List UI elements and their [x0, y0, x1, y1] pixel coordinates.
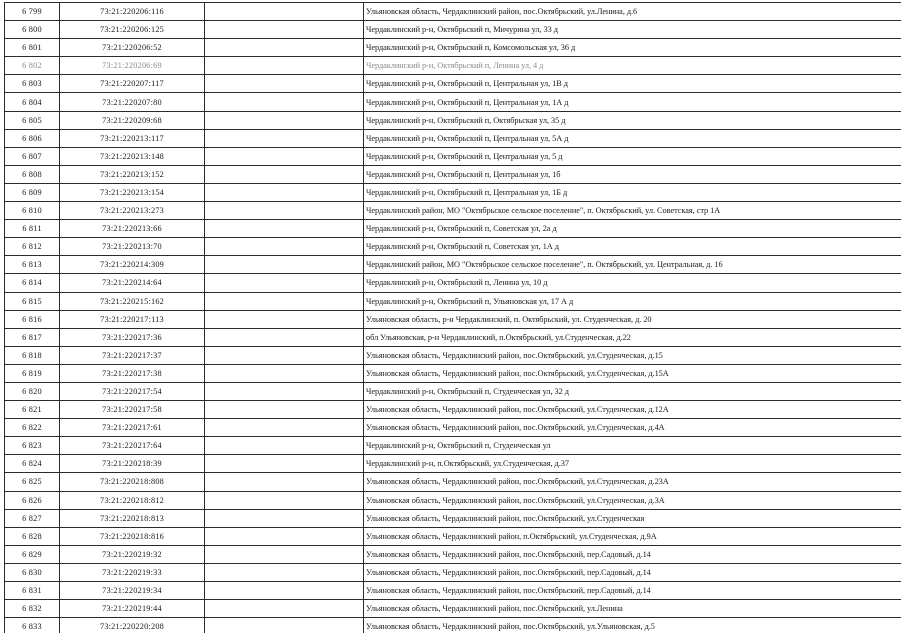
empty-cell	[205, 93, 364, 111]
table-row	[5, 419, 902, 437]
empty-cell	[205, 39, 364, 57]
row-number-cell: 6 806	[5, 129, 60, 147]
address-cell: Ульяновская область, Чердаклинский район, пос.Октябрьский, ул.Студенческая, д.23А	[364, 473, 902, 491]
table-row	[5, 600, 902, 618]
table-row	[5, 183, 902, 201]
cadastral-number-cell: 73:21:220214:64	[60, 274, 205, 292]
table-row	[5, 165, 902, 183]
empty-cell	[205, 292, 364, 310]
address-cell: Чердаклинский район, МО "Октябрьское сельское поселение", п. Октябрьский, ул. Советская, стр 1А	[364, 202, 902, 220]
row-number-cell: 6 832	[5, 600, 60, 618]
cadastral-number-cell: 73:21:220217:37	[60, 346, 205, 364]
cadastral-number-cell: 73:21:220217:54	[60, 382, 205, 400]
cadastral-number-cell: 73:21:220213:152	[60, 165, 205, 183]
row-number-cell: 6 825	[5, 473, 60, 491]
address-cell: Чердаклинский р-н, Октябрьский п, Советская ул, 1А д	[364, 238, 902, 256]
empty-cell	[205, 582, 364, 600]
row-number-cell: 6 811	[5, 220, 60, 238]
cadastral-number-cell: 73:21:220206:52	[60, 39, 205, 57]
address-cell: Чердаклинский р-н, Октябрьский п, Центральная ул, 1А д	[364, 93, 902, 111]
empty-cell	[205, 75, 364, 93]
address-cell: Ульяновская область, Чердаклинский район, пос.Октябрьский, ул.Студенческая, д.15А	[364, 364, 902, 382]
table-row	[5, 220, 902, 238]
empty-cell	[205, 238, 364, 256]
table-row	[5, 491, 902, 509]
address-cell: Чердаклинский р-н, Октябрьский п, Центральная ул, 5А д	[364, 129, 902, 147]
address-cell: Ульяновская область, Чердаклинский район, пос.Октябрьский, ул.Студенческая	[364, 509, 902, 527]
empty-cell	[205, 183, 364, 201]
empty-cell	[205, 220, 364, 238]
address-cell: Ульяновская область, Чердаклинский район, пос.Октябрьский, ул.Студенческая, д.3А	[364, 491, 902, 509]
row-number-cell: 6 817	[5, 328, 60, 346]
table-row	[5, 3, 902, 21]
cadastral-number-cell: 73:21:220213:148	[60, 147, 205, 165]
row-number-cell: 6 833	[5, 618, 60, 633]
empty-cell	[205, 274, 364, 292]
row-number-cell: 6 815	[5, 292, 60, 310]
empty-cell	[205, 382, 364, 400]
cadastral-number-cell: 73:21:220206:69	[60, 57, 205, 75]
row-number-cell: 6 831	[5, 582, 60, 600]
table-row	[5, 310, 902, 328]
address-cell: Ульяновская область, Чердаклинский район, пос.Октябрьский, пер.Садовый, д.14	[364, 563, 902, 581]
cadastral-number-cell: 73:21:220218:808	[60, 473, 205, 491]
row-number-cell: 6 819	[5, 364, 60, 382]
address-cell: Ульяновская область, Чердаклинский район, пос.Октябрьский, ул.Студенческая, д.15	[364, 346, 902, 364]
address-cell: Ульяновская область, Чердаклинский район, пос.Октябрьский, ул.Ленина, д.6	[364, 3, 902, 21]
cadastral-number-cell: 73:21:220213:66	[60, 220, 205, 238]
cadastral-number-cell: 73:21:220217:36	[60, 328, 205, 346]
cadastral-number-cell: 73:21:220214:309	[60, 256, 205, 274]
empty-cell	[205, 202, 364, 220]
address-cell: Чердаклинский р-н, Октябрьский п, Октябрьская ул, 35 д	[364, 111, 902, 129]
row-number-cell: 6 802	[5, 57, 60, 75]
table-row	[5, 455, 902, 473]
row-number-cell: 6 820	[5, 382, 60, 400]
cadastral-number-cell: 73:21:220220:208	[60, 618, 205, 633]
table-row	[5, 328, 902, 346]
empty-cell	[205, 310, 364, 328]
empty-cell	[205, 563, 364, 581]
address-cell: Ульяновская область, Чердаклинский район, пос.Октябрьский, пер.Садовый, д.14	[364, 545, 902, 563]
table-row	[5, 256, 902, 274]
empty-cell	[205, 545, 364, 563]
cadastral-number-cell: 73:21:220207:80	[60, 93, 205, 111]
table-row	[5, 202, 902, 220]
row-number-cell: 6 818	[5, 346, 60, 364]
cadastral-number-cell: 73:21:220217:113	[60, 310, 205, 328]
row-number-cell: 6 823	[5, 437, 60, 455]
address-cell: Чердаклинский р-н, п.Октябрьский, ул.Студенческая, д.37	[364, 455, 902, 473]
address-cell: Ульяновская область, Чердаклинский район, пос.Октябрьский, ул.Студенческая, д.4А	[364, 419, 902, 437]
table-row	[5, 57, 902, 75]
row-number-cell: 6 807	[5, 147, 60, 165]
cadastral-number-cell: 73:21:220218:812	[60, 491, 205, 509]
cadastral-number-cell: 73:21:220213:273	[60, 202, 205, 220]
empty-cell	[205, 364, 364, 382]
address-cell: Ульяновская область, Чердаклинский район, пос.Октябрьский, ул.Ульяновская, д.5	[364, 618, 902, 633]
empty-cell	[205, 491, 364, 509]
address-cell: Ульяновская область, Чердаклинский район, п.Октябрьский, ул.Студенческая, д.9А	[364, 527, 902, 545]
cadastral-number-cell: 73:21:220219:44	[60, 600, 205, 618]
empty-cell	[205, 147, 364, 165]
table-row	[5, 129, 902, 147]
table-row	[5, 39, 902, 57]
address-cell: Ульяновская область, р-н Чердаклинский, п. Октябрьский, ул. Студенческая, д. 20	[364, 310, 902, 328]
table-row	[5, 382, 902, 400]
empty-cell	[205, 57, 364, 75]
table-row	[5, 292, 902, 310]
row-number-cell: 6 826	[5, 491, 60, 509]
empty-cell	[205, 328, 364, 346]
address-cell: Чердаклинский р-н, Октябрьский п, Центральная ул, 1В д	[364, 75, 902, 93]
table-row	[5, 147, 902, 165]
table-row	[5, 582, 902, 600]
registry-table	[4, 2, 901, 633]
address-cell: Чердаклинский р-н, Октябрьский п, Ленина ул, 4 д	[364, 57, 902, 75]
row-number-cell: 6 824	[5, 455, 60, 473]
cadastral-number-cell: 73:21:220219:32	[60, 545, 205, 563]
cadastral-number-cell: 73:21:220206:125	[60, 21, 205, 39]
empty-cell	[205, 455, 364, 473]
row-number-cell: 6 812	[5, 238, 60, 256]
empty-cell	[205, 419, 364, 437]
table-row	[5, 111, 902, 129]
empty-cell	[205, 473, 364, 491]
row-number-cell: 6 813	[5, 256, 60, 274]
row-number-cell: 6 816	[5, 310, 60, 328]
table-row	[5, 618, 902, 633]
address-cell: Чердаклинский р-н, Октябрьский п, Центральная ул, 5 д	[364, 147, 902, 165]
address-cell: Чердаклинский р-н, Октябрьский п, Центральная ул, 1б	[364, 165, 902, 183]
cadastral-number-cell: 73:21:220217:58	[60, 401, 205, 419]
cadastral-number-cell: 73:21:220213:154	[60, 183, 205, 201]
address-cell: Ульяновская область, Чердаклинский район, пос.Октябрьский, ул.Ленина	[364, 600, 902, 618]
row-number-cell: 6 830	[5, 563, 60, 581]
cadastral-number-cell: 73:21:220213:70	[60, 238, 205, 256]
table-row	[5, 545, 902, 563]
table-row	[5, 93, 902, 111]
empty-cell	[205, 129, 364, 147]
cadastral-number-cell: 73:21:220213:117	[60, 129, 205, 147]
address-cell: Чердаклинский р-н, Октябрьский п, Студенческая ул, 32 д	[364, 382, 902, 400]
table-row	[5, 401, 902, 419]
cadastral-number-cell: 73:21:220218:813	[60, 509, 205, 527]
table-row	[5, 346, 902, 364]
row-number-cell: 6 801	[5, 39, 60, 57]
address-cell: Чердаклинский район, МО "Октябрьское сельское поселение", п. Октябрьский, ул. Центральная, д. 16	[364, 256, 902, 274]
cadastral-number-cell: 73:21:220207:117	[60, 75, 205, 93]
table-row	[5, 509, 902, 527]
empty-cell	[205, 618, 364, 633]
table-row	[5, 437, 902, 455]
address-cell: Чердаклинский р-н, Октябрьский п, Студенческая ул	[364, 437, 902, 455]
empty-cell	[205, 437, 364, 455]
cadastral-number-cell: 73:21:220217:64	[60, 437, 205, 455]
cadastral-number-cell: 73:21:220219:34	[60, 582, 205, 600]
document-sheet	[4, 2, 901, 633]
table-row	[5, 527, 902, 545]
table-row	[5, 473, 902, 491]
row-number-cell: 6 810	[5, 202, 60, 220]
empty-cell	[205, 256, 364, 274]
cadastral-number-cell: 73:21:220206:116	[60, 3, 205, 21]
empty-cell	[205, 509, 364, 527]
address-cell: Чердаклинский р-н, Октябрьский п, Мичурина ул, 33 д	[364, 21, 902, 39]
row-number-cell: 6 828	[5, 527, 60, 545]
cadastral-number-cell: 73:21:220217:61	[60, 419, 205, 437]
table-row	[5, 238, 902, 256]
empty-cell	[205, 3, 364, 21]
address-cell: Чердаклинский р-н, Октябрьский п, Ленина ул, 10 д	[364, 274, 902, 292]
row-number-cell: 6 829	[5, 545, 60, 563]
row-number-cell: 6 809	[5, 183, 60, 201]
row-number-cell: 6 808	[5, 165, 60, 183]
address-cell: Чердаклинский р-н, Октябрьский п, Комсомольская ул, 36 д	[364, 39, 902, 57]
empty-cell	[205, 21, 364, 39]
row-number-cell: 6 804	[5, 93, 60, 111]
address-cell: Ульяновская область, Чердаклинский район, пос.Октябрьский, пер.Садовый, д.14	[364, 582, 902, 600]
row-number-cell: 6 805	[5, 111, 60, 129]
table-row	[5, 75, 902, 93]
cadastral-number-cell: 73:21:220218:816	[60, 527, 205, 545]
row-number-cell: 6 814	[5, 274, 60, 292]
row-number-cell: 6 822	[5, 419, 60, 437]
empty-cell	[205, 527, 364, 545]
address-cell: обл Ульяновская, р-н Чердаклинский, п.Октябрьский, ул.Студенческая, д.22	[364, 328, 902, 346]
empty-cell	[205, 111, 364, 129]
address-cell: Чердаклинский р-н, Октябрьский п, Советская ул, 2а д	[364, 220, 902, 238]
cadastral-number-cell: 73:21:220217:38	[60, 364, 205, 382]
row-number-cell: 6 821	[5, 401, 60, 419]
empty-cell	[205, 401, 364, 419]
registry-table-body	[5, 3, 902, 634]
row-number-cell: 6 800	[5, 21, 60, 39]
row-number-cell: 6 827	[5, 509, 60, 527]
address-cell: Чердаклинский р-н, Октябрьский п, Ульяновская ул, 17 А д	[364, 292, 902, 310]
cadastral-number-cell: 73:21:220209:68	[60, 111, 205, 129]
empty-cell	[205, 165, 364, 183]
cadastral-number-cell: 73:21:220219:33	[60, 563, 205, 581]
empty-cell	[205, 600, 364, 618]
address-cell: Чердаклинский р-н, Октябрьский п, Центральная ул, 1Б д	[364, 183, 902, 201]
row-number-cell: 6 799	[5, 3, 60, 21]
cadastral-number-cell: 73:21:220218:39	[60, 455, 205, 473]
cadastral-number-cell: 73:21:220215:162	[60, 292, 205, 310]
row-number-cell: 6 803	[5, 75, 60, 93]
table-row	[5, 274, 902, 292]
table-row	[5, 563, 902, 581]
table-row	[5, 364, 902, 382]
table-row	[5, 21, 902, 39]
address-cell: Ульяновская область, Чердаклинский район, пос.Октябрьский, ул.Студенческая, д.12А	[364, 401, 902, 419]
empty-cell	[205, 346, 364, 364]
